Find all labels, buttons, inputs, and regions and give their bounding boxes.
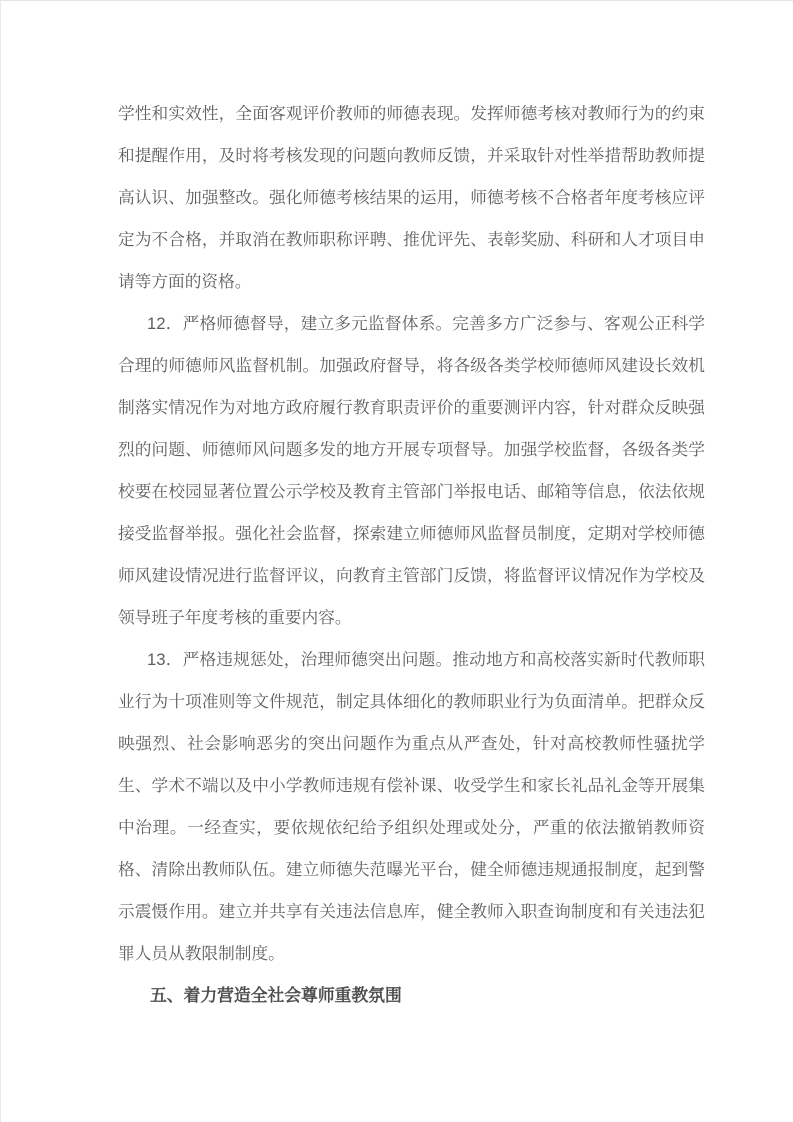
paragraph-item-12: 12．严格师德督导，建立多元监督体系。完善多方广泛参与、客观公正科学合理的师德师风监督机制。加强政府督导，将各级各类学校师德师风建设长效机制落实情况作为对地方政府履行教育职责评价的重要测评内容，针对群众反映强烈的问题、师德师风问题多发的地方开展专项督导。加强学校监督，各级各类学校要在校园显著位置公示学校及教育主管部门举报电话、邮箱等信息，依法依规接受监督举报。强化社会监督，探索建立师德师风监督员制度，定期对学校师德师风建设情况进行监督评议，向教育主管部门反馈，将监督评议情况作为学校及领导班子年度考核的重要内容。 <box>118 314 705 627</box>
paragraph-continuation: 学性和实效性，全面客观评价教师的师德表现。发挥师德考核对教师行为的约束和提醒作用，及时将考核发现的问题向教师反馈，并采取针对性举措帮助教师提高认识、加强整改。强化师德考核结果的运用，师德考核不合格者年度考核应评定为不合格，并取消在教师职称评聘、推优评先、表彰奖励、科研和人才项目申请等方面的资格。 <box>118 104 705 291</box>
section-heading-five: 五、着力营造全社会尊师重教氛围 <box>150 986 402 1005</box>
page-text-area <box>118 93 705 1017</box>
paragraph-item-13: 13．严格违规惩处，治理师德突出问题。推动地方和高校落实新时代教师职业行为十项准则等文件规范，制定具体细化的教师职业行为负面清单。把群众反映强烈、社会影响恶劣的突出问题作为重点从严查处，针对高校教师性骚扰学生、学术不端以及中小学教师违规有偿补课、收受学生和家长礼品礼金等开展集中治理。一经查实，要依规依纪给予组织处理或处分，严重的依法撤销教师资格、清除出教师队伍。建立师德失范曝光平台，健全师德违规通报制度，起到警示震慑作用。建立并共享有关违法信息库，健全教师入职查询制度和有关违法犯罪人员从教限制制度。 <box>118 650 705 963</box>
